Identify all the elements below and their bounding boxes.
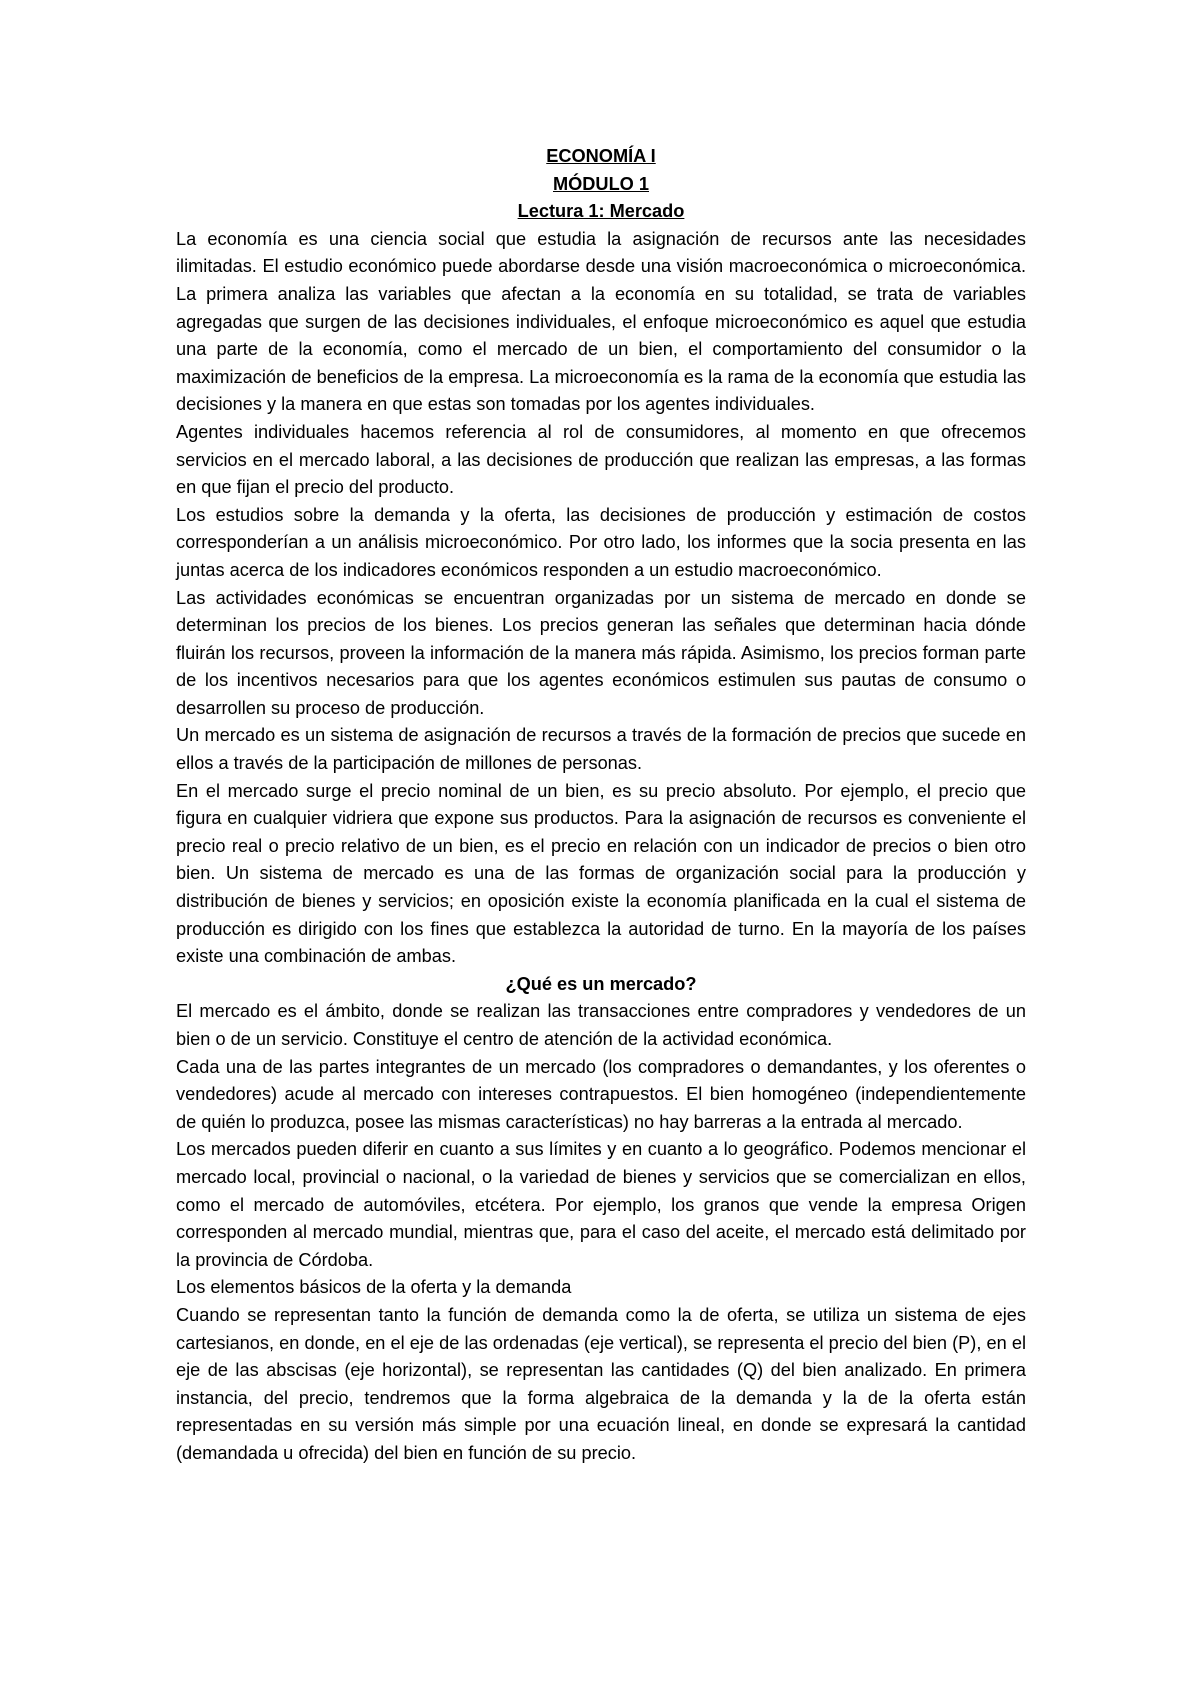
paragraph: Las actividades económicas se encuentran organizadas por un sistema de mercado en donde se determinan los precios de los bienes. Los precios generan las señales que determinan hacia dónde fluirán los recursos, proveen la información de la manera más rápida. Asimismo, los precios forman parte de los incentivos necesarios para que los agentes económicos estimulen sus pautas de consumo o desarrollen su proceso de producción. xyxy=(176,587,1026,718)
paragraph: Cada una de las partes integrantes de un mercado (los compradores o demandantes, y los oferentes o vendedores) acude al mercado con intereses contrapuestos. El bien homogéneo (independientemente de quién lo produzca, posee las mismas características) no hay barreras a la entrada al mercado. xyxy=(176,1056,1026,1132)
document-title: ECONOMÍA I xyxy=(546,146,656,166)
module-heading: MÓDULO 1 xyxy=(553,173,649,194)
paragraph: El mercado es el ámbito, donde se realizan las transacciones entre compradores y vendedores de un bien o de un servicio. Constituye el centro de atención de la actividad económica. xyxy=(176,1001,1026,1049)
paragraph: Agentes individuales hacemos referencia al rol de consumidores, al momento en que ofrecemos servicios en el mercado laboral, a las decisiones de producción que realizan las empresas, a las formas en que fijan el precio del producto. xyxy=(176,421,1026,498)
paragraph: Cuando se representan tanto la función de demanda como la de oferta, se utiliza un sistema de ejes cartesianos, en donde, en el eje de las ordenadas (eje vertical), se representa el precio del bien (P), en el eje de las abscisas (eje horizontal), se representan las cantidades (Q) del bien analizado. En primera instancia, del precio, tendremos que la forma algebraica de la demanda y la de la oferta están representadas en su versión más simple por una ecuación lineal, en donde se expresará la cantidad (demandada u ofrecida) del bien en función de su precio. xyxy=(176,1304,1026,1463)
paragraph: Un mercado es un sistema de asignación de recursos a través de la formación de precios que sucede en ellos a través de la participación de millones de personas. xyxy=(176,725,1026,774)
reading-heading: Lectura 1: Mercado xyxy=(517,201,685,222)
paragraph: La economía es una ciencia social que estudia la asignación de recursos ante las necesidades ilimitadas. El estudio económico puede abordarse desde una visión macroeconómica o microeconómica. La primera analiza las variables que afectan a la economía en su totalidad, se trata de variables agregadas que surgen de las decisiones individuales, el enfoque microeconómico es aquel que estudia una parte de la economía, como el mercado de un bien, el comportamiento del consumidor o la maximización de beneficios de la empresa. La microeconomía es la rama de la economía que estudia las decisiones y la manera en que estas son tomadas por los agentes individuales. xyxy=(176,228,1026,415)
paragraph: Los mercados pueden diferir en cuanto a sus límites y en cuanto a lo geográfico. Podemos mencionar el mercado local, provincial o nacional, o la variedad de bienes y servicios que se comercializan en ellos, como el mercado de automóviles, etcétera. Por ejemplo, los granos que vende la empresa Origen corresponden al mercado mundial, mientras que, para el caso del aceite, el mercado está delimitado por la provincia de Córdoba. xyxy=(176,1139,1026,1270)
paragraph: En el mercado surge el precio nominal de un bien, es su precio absoluto. Por ejemplo, el precio que figura en cualquier vidriera que expone sus productos. Para la asignación de recursos es conveniente el precio real o precio relativo de un bien, es el precio en relación con un indicador de precios o bien otro bien. Un sistema de mercado es una de las formas de organización social para la producción y distribución de bienes y servicios; en oposición existe la economía planificada en la cual el sistema de producción es dirigido con los fines que establezca la autoridad de turno. En la mayoría de los países existe una combinación de ambas. xyxy=(176,780,1026,967)
paragraph: Los estudios sobre la demanda y la oferta, las decisiones de producción y estimación de costos corresponderían a un análisis microeconómico. Por otro lado, los informes que la socia presenta en las juntas acerca de los indicadores económicos responden a un estudio macroeconómico. xyxy=(176,504,1026,580)
document-body xyxy=(176,143,1026,1468)
section-heading: ¿Qué es un mercado? xyxy=(505,973,697,994)
paragraph-subtitle: Los elementos básicos de la oferta y la demanda xyxy=(176,1277,572,1298)
